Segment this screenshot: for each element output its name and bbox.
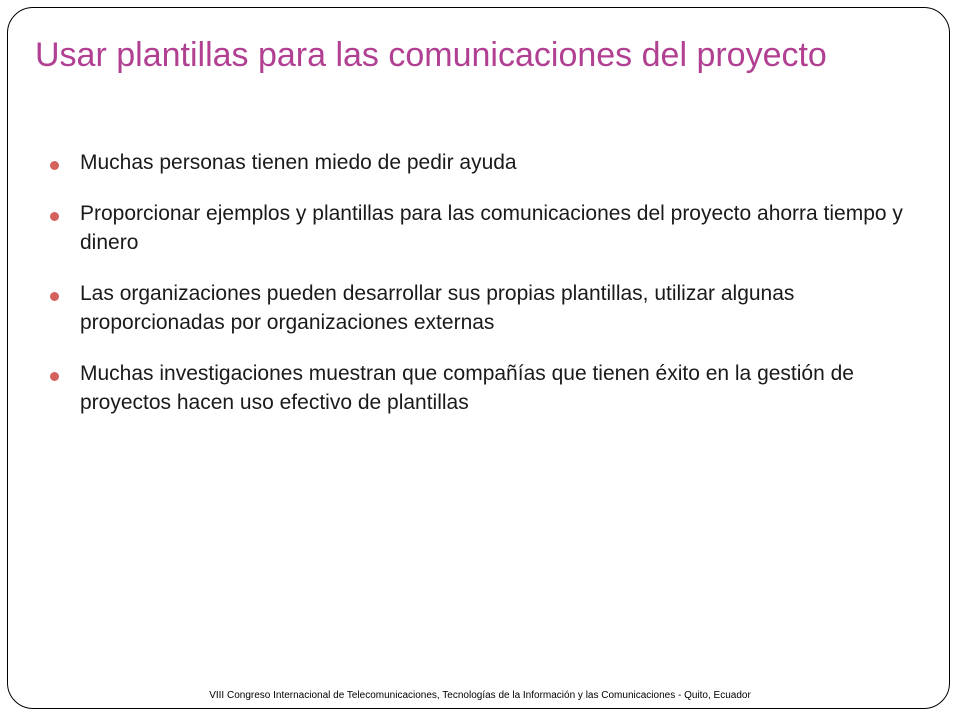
bullet-text: Las organizaciones pueden desarrollar sus propias plantillas, utilizar algunas proporcionadas por organizaciones externas <box>80 282 795 334</box>
bullet-item <box>50 279 920 337</box>
bullet-list <box>50 148 920 439</box>
bullet-item <box>50 199 920 257</box>
bullet-dot-icon <box>50 161 59 170</box>
bullet-item <box>50 148 920 177</box>
bullet-item <box>50 359 920 417</box>
slide-title: Usar plantillas para las comunicaciones del proyecto <box>35 36 827 74</box>
bullet-dot-icon <box>50 372 59 381</box>
bullet-text: Muchas personas tienen miedo de pedir ayuda <box>80 151 517 174</box>
bullet-dot-icon <box>50 212 59 221</box>
bullet-text: Muchas investigaciones muestran que compañías que tienen éxito en la gestión de proyectos hacen uso efectivo de plantillas <box>80 362 854 414</box>
footer-text: VIII Congreso Internacional de Telecomunicaciones, Tecnologías de la Información y las Comunicaciones - Quito, Ecuador <box>209 690 751 701</box>
bullet-text: Proporcionar ejemplos y plantillas para las comunicaciones del proyecto ahorra tiempo y dinero <box>80 202 903 254</box>
bullet-dot-icon <box>50 292 59 301</box>
